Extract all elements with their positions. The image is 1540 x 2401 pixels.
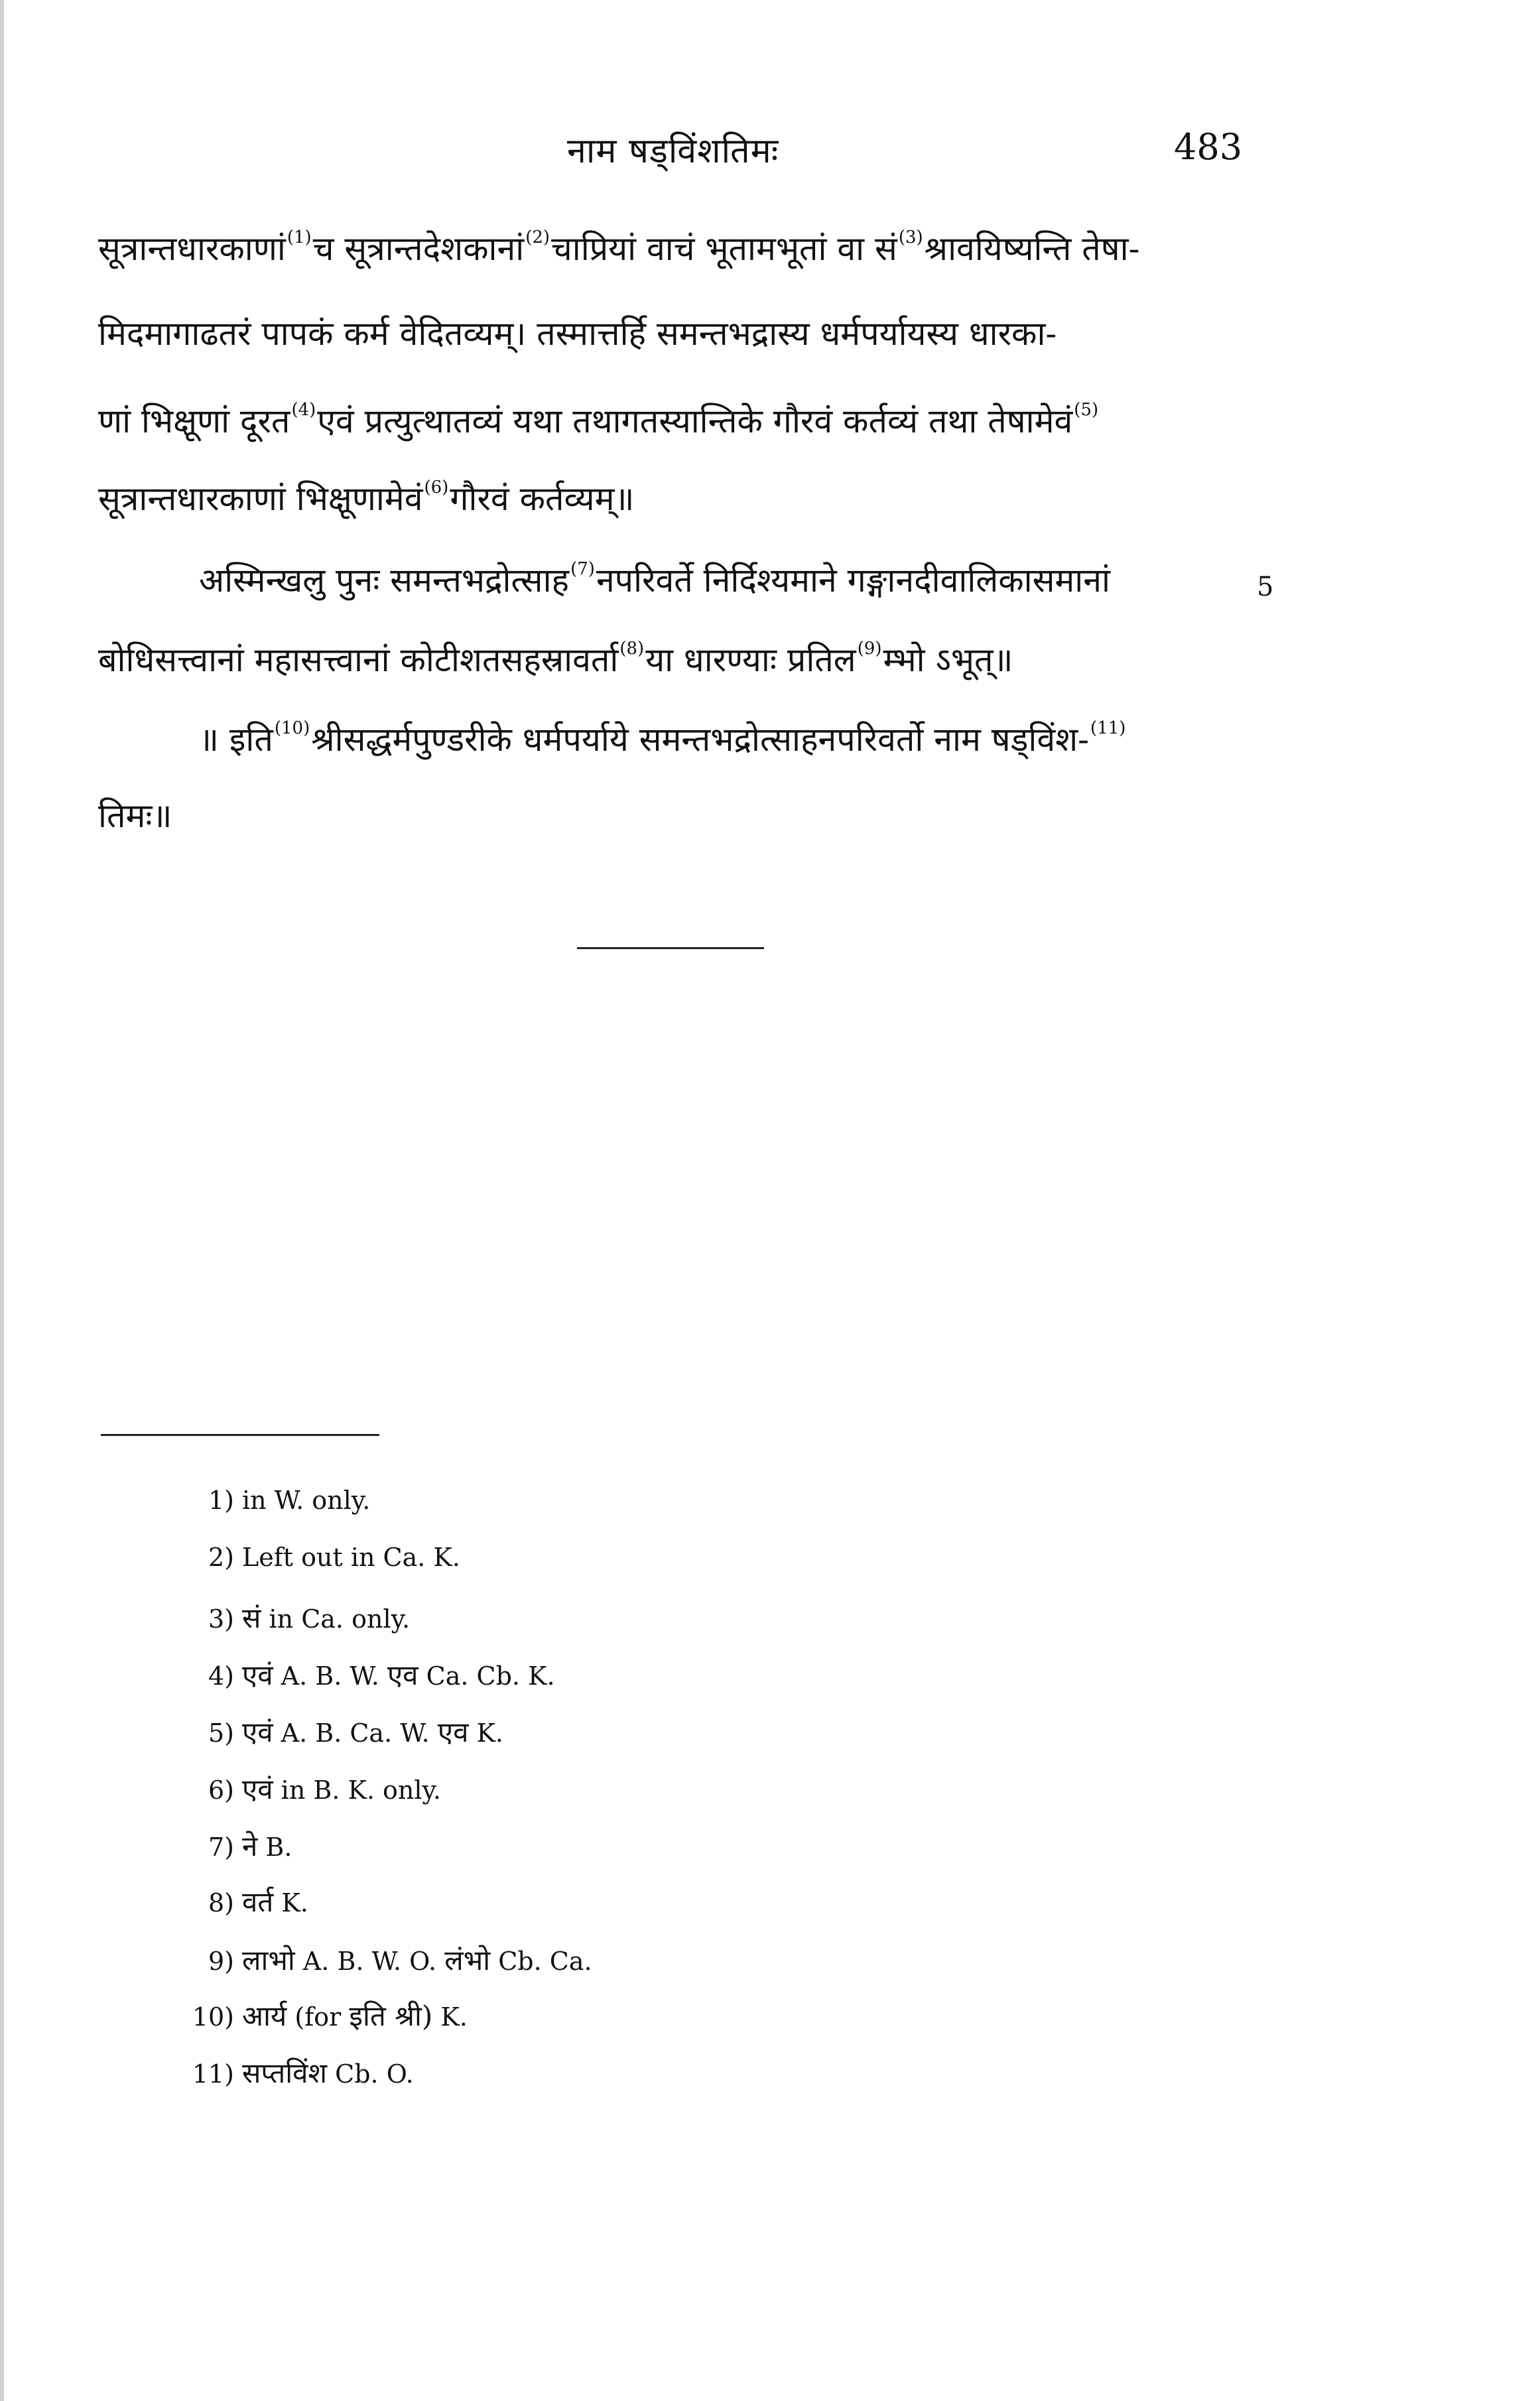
page-binding-edge — [0, 0, 4, 2401]
footnote-2 — [176, 1543, 1104, 1572]
footnote-number: 10) — [192, 2002, 234, 2032]
body-line-8 — [98, 797, 1239, 835]
footnote-text: in W. only. — [242, 1486, 371, 1515]
footnote-text: Cb. O. — [335, 2059, 414, 2089]
footnote-reading: लंभो — [444, 1944, 491, 1977]
footnote-marker: (8) — [619, 639, 645, 659]
text-segment: चाप्रियां वाचं भूतामभूतां वा सं — [551, 229, 897, 268]
footnote-number: 3) — [208, 1604, 234, 1634]
footnote-marker: (1) — [287, 227, 312, 247]
footnote-marker: (3) — [898, 227, 923, 247]
footnote-separator-rule — [101, 1434, 379, 1436]
footnote-reading: इति श्री) — [349, 2000, 433, 2032]
footnote-text: in B. K. only. — [281, 1776, 442, 1805]
text-segment: ॥ इति — [199, 720, 273, 759]
text-segment: अस्मिन्खलु पुनः समन्तभद्रोत्साह — [199, 561, 570, 600]
body-line-6 — [98, 640, 1239, 677]
text-segment: म्भो ऽभूत्॥ — [883, 641, 1013, 679]
text-segment: या धारण्याः प्रतिल — [645, 641, 856, 679]
text-segment: एवं प्रत्युत्थातव्यं यथा तथागतस्यान्तिके गौरवं कर्तव्यं तथा तेषामेवं — [317, 402, 1073, 440]
text-segment: नपरिवर्ते निर्दिश्यमाने गङ्गानदीवालिकासमानां — [596, 561, 1110, 600]
footnote-marker: (2) — [525, 227, 550, 247]
footnote-7 — [176, 1827, 1104, 1864]
footnote-reading: ने — [242, 1830, 258, 1862]
text-segment: श्रीसद्धर्मपुण्डरीके धर्मपर्याये समन्तभद्रोत्साहनपरिवर्तो नाम षड्विंश- — [311, 720, 1090, 759]
page-number: 483 — [1174, 126, 1243, 168]
footnote-reading: एवं — [242, 1716, 273, 1748]
text-segment: च सूत्रान्तदेशकानां — [312, 229, 525, 268]
footnote-marker: (6) — [424, 478, 449, 497]
footnote-text: K. — [476, 1719, 503, 1748]
footnote-text: Ca. Cb. K. — [426, 1661, 555, 1691]
footnote-text: A. B. Ca. W. — [281, 1719, 430, 1748]
footnote-1 — [176, 1486, 1104, 1515]
line-number: 5 — [1257, 572, 1274, 602]
footnote-3 — [176, 1598, 1104, 1636]
footnote-reading: एव — [437, 1716, 469, 1748]
section-end-rule — [577, 947, 764, 949]
text-segment: श्रावयिष्यन्ति तेषा- — [924, 229, 1140, 268]
footnote-number: 5) — [208, 1719, 234, 1748]
body-line-7 — [199, 718, 1234, 759]
text-segment: तिमः॥ — [98, 797, 172, 835]
footnote-marker: (9) — [857, 639, 882, 659]
body-line-4 — [98, 478, 1239, 518]
footnote-reading: सं — [242, 1602, 261, 1634]
text-segment: णां भिक्षूणां दूरत — [98, 402, 290, 440]
footnote-text: in Ca. only. — [269, 1604, 411, 1634]
footnote-reading: सप्तविंश — [242, 2057, 328, 2089]
footnote-text: A. B. W. O. — [302, 1947, 437, 1976]
footnote-4 — [176, 1655, 1104, 1693]
footnote-number: 2) — [208, 1543, 234, 1572]
footnote-reading: एवं — [242, 1773, 273, 1805]
footnote-reading: लाभो — [242, 1944, 295, 1977]
footnote-number: 4) — [208, 1661, 234, 1691]
footnote-number: 8) — [208, 1888, 234, 1917]
body-line-1 — [98, 227, 1239, 268]
footnote-8 — [176, 1882, 1104, 1920]
footnote-number: 6) — [208, 1776, 234, 1805]
footnote-5 — [176, 1713, 1104, 1750]
body-line-5 — [199, 559, 1234, 600]
footnote-text: K. — [440, 2002, 468, 2032]
footnote-number: 7) — [208, 1833, 234, 1862]
running-head-title: नाम षड्विंशतिमः — [567, 131, 779, 171]
footnote-11 — [176, 2053, 1104, 2091]
footnote-text: B. — [265, 1833, 292, 1862]
text-segment: मिदमागाढतरं पापकं कर्म वेदितव्यम्। तस्मात्तर्हि समन्तभद्रास्य धर्मपर्यायस्य धारका- — [98, 314, 1057, 353]
footnote-marker: (7) — [570, 559, 595, 579]
footnote-9 — [176, 1941, 1104, 1979]
footnote-text: (for — [294, 2002, 342, 2032]
footnote-text: Left out in Ca. K. — [242, 1543, 460, 1572]
footnote-marker: (4) — [291, 400, 316, 420]
footnote-text: K. — [281, 1888, 308, 1917]
text-segment: सूत्रान्तधारकाणां — [98, 229, 286, 268]
text-segment: गौरवं कर्तव्यम्॥ — [450, 480, 635, 518]
text-segment: बोधिसत्त्वानां महासत्त्वानां कोटीशतसहस्रावर्ता — [98, 641, 619, 679]
footnote-reading: वर्त — [242, 1886, 274, 1918]
footnote-number: 1) — [208, 1486, 234, 1515]
footnote-text: Cb. Ca. — [498, 1947, 592, 1976]
footnote-reading: एवं — [242, 1659, 273, 1691]
footnote-number: 11) — [192, 2059, 234, 2089]
footnote-reading: एव — [387, 1659, 418, 1691]
body-line-2 — [98, 314, 1239, 353]
footnote-marker: (5) — [1074, 400, 1099, 420]
footnote-number: 9) — [208, 1947, 234, 1976]
body-line-3 — [98, 401, 1239, 438]
footnote-text: A. B. W. — [281, 1661, 379, 1691]
footnote-marker: (11) — [1090, 718, 1126, 738]
footnote-marker: (10) — [274, 718, 310, 738]
text-segment: सूत्रान्तधारकाणां भिक्षूणामेवं — [98, 480, 423, 518]
footnote-6 — [176, 1770, 1104, 1807]
footnote-10 — [176, 1996, 1104, 2034]
running-head — [0, 126, 1540, 179]
footnote-reading: आर्य — [242, 2000, 287, 2032]
